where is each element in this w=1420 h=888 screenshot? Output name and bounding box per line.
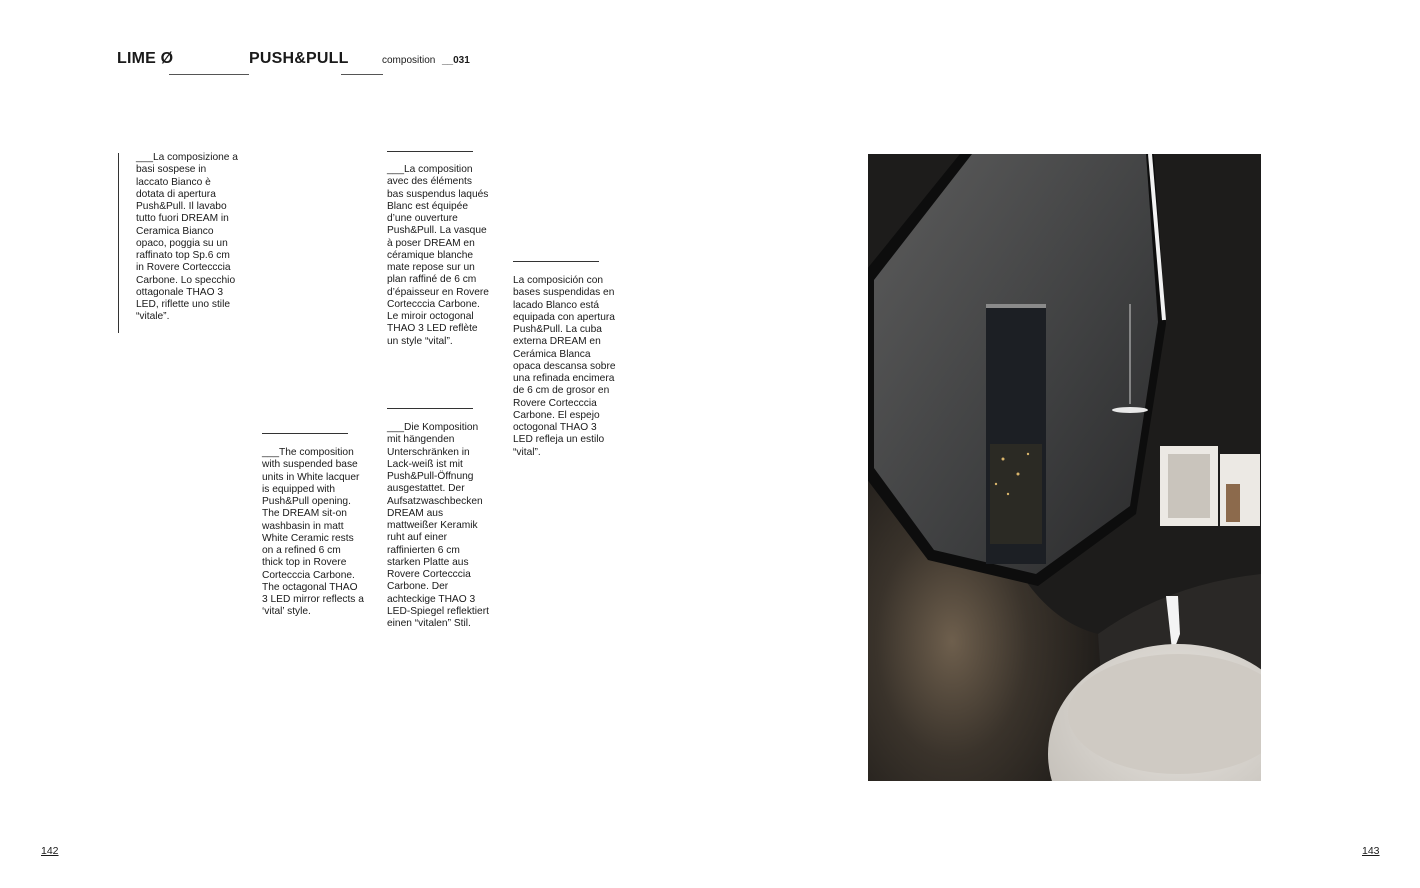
german-rule xyxy=(387,408,473,409)
bathroom-photo xyxy=(868,154,1261,781)
page-number-right: 143 xyxy=(1362,845,1380,857)
system-title: PUSH&PULL xyxy=(249,50,349,67)
composition-label: composition xyxy=(382,55,436,66)
pendant-lamp xyxy=(1112,407,1148,413)
header-rule xyxy=(169,74,249,75)
spanish-rule xyxy=(513,261,599,262)
italian-text: ___La composizione a basi sospese in laccato Bianco è dotata di apertura Push&Pull. Il lavabo tutto fuori DREAM in Ceramica Bianco opaco, poggia su un raffinato top Sp.6 cm in Rovere Cortecccia Carbone. Lo specchio ottagonale THAO 3 LED, riflette uno stile “vitale”. xyxy=(136,152,238,323)
english-rule xyxy=(262,433,348,434)
english-text: ___The composition with suspended base units in White lacquer is equipped with Push&Pull opening. The DREAM sit-on washbasin in matt White Ceramic rests on a refined 6 cm thick top in Rovere Cortecccia Carbone. The octagonal THAO 3 LED mirror reflects a ‘vital’ style. xyxy=(262,447,364,618)
header-rule xyxy=(341,74,383,75)
german-text: ___Die Komposition mit hängenden Unterschränken in Lack-weiß ist mit Push&Pull-Öffnung ausgestattet. Der Aufsatzwaschbecken DREAM aus mattweißer Keramik ruht auf einer raffinierten 6 cm starken Platte aus Rovere Cortecccia Carbone. Der achteckige THAO 3 LED-Spiegel reflektiert einen “vitalen” Stil. xyxy=(387,422,489,629)
composition-number: __031 xyxy=(442,55,470,66)
italian-side-bar xyxy=(118,153,119,333)
page-number-left: 142 xyxy=(41,845,59,857)
french-text: ___La composition avec des éléments bas suspendus laqués Blanc est équipée d’une ouverture Push&Pull. La vasque à poser DREAM en céramique blanche mate repose sur un plan raffiné de 6 cm d’épaisseur en Rovere Cortecccia Carbone. Le miroir octogonal THAO 3 LED reflète un style “vital”. xyxy=(387,164,489,347)
product-title: LIME Ø xyxy=(117,50,174,67)
spanish-text: La composición con bases suspendidas en lacado Blanco está equipada con apertura Push&Pull. La cuba externa DREAM en Cerámica Blanca opaca descansa sobre una refinada encimera de 6 cm de grosor en Rovere Cortecccia Carbone. El espejo octogonal THAO 3 LED refleja un estilo “vital”. xyxy=(513,275,616,458)
french-rule xyxy=(387,151,473,152)
